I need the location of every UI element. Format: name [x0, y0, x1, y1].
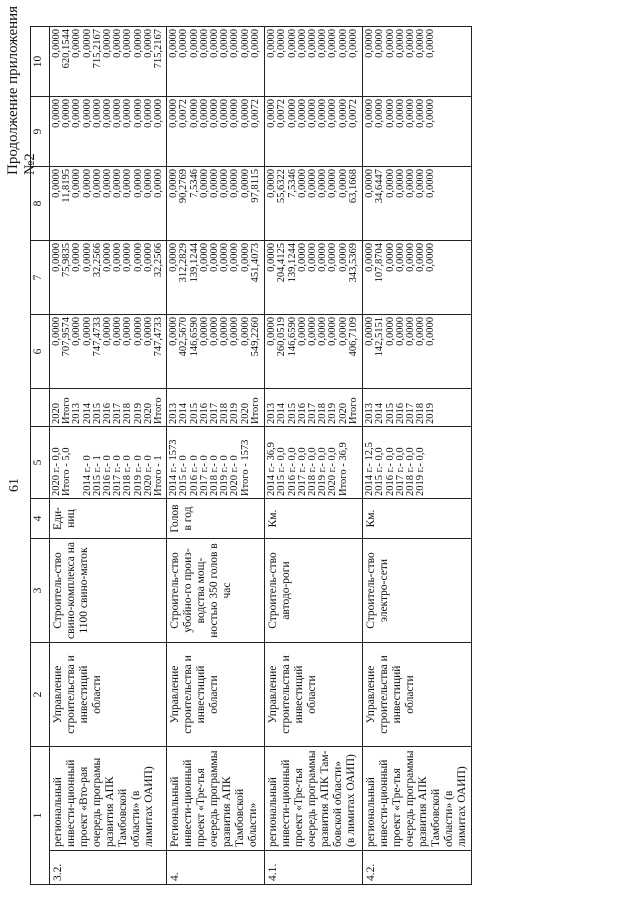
unit: Голов в год — [167, 499, 265, 539]
years: 2013 2014 2015 2016 2017 2018 2019 2020 Итого — [265, 389, 363, 427]
years: 2020 Итого 2013 2014 2015 2016 2017 2018 2019 2020 Итого — [50, 389, 167, 427]
funding-col-9: 0,0000 0,0000 0,0000 0,0000 0,0000 0,0000 0,0000 0,0000 0,0000 0,0000 0,0000 — [50, 97, 167, 167]
responsible-org: Управление строительства и инвестиций области — [363, 643, 472, 747]
total-funding: 0,0000 142,5151 0,0000 0,0000 0,0000 0,0000 0,0000 — [363, 315, 472, 389]
col-header-5: 5 — [31, 427, 50, 499]
col-header-1: 1 — [31, 747, 50, 885]
col-header-3: 3 — [31, 539, 50, 643]
col-header-10: 10 — [31, 27, 50, 97]
funding-col-8: 0,0000 90,2769 7,5346 0,0000 0,0000 0,0000 0,0000 0,0000 97,8115 — [167, 167, 265, 241]
indicator-values: 2014 г.- 1573 2015 г.- 0 2016 г.- 0 2017 г.- 0 2018 г.- 0 2019 г.- 0 2020 г.- 0 Итого - 1573 — [167, 427, 265, 499]
investment-table — [30, 26, 472, 885]
expected-result: Строитель-ство автодо-роги — [265, 539, 363, 643]
total-funding: 0,0000 260,0519 146,6590 0,0000 0,0000 0,0000 0,0000 0,0000 406,7109 — [265, 315, 363, 389]
indicator-values: 2014 г.- 12,5 2015 г.- 0,0 2016 г.- 0,0 2017 г.- 0,0 2018 г.- 0,0 2019 г.- 0,0 — [363, 427, 472, 499]
total-funding: 0,0000 707,9574 0,0000 0,0000 747,4733 0,0000 0,0000 0,0000 0,0000 0,0000 747,4733 — [50, 315, 167, 389]
funding-col-10: 0,0000 0,0000 0,0000 0,0000 0,0000 0,0000 0,0000 0,0000 0,0000 — [167, 27, 265, 97]
project-name: региональный инвести-ционный проект «Тре-тья очередь программы развития АПК Там-бовской области» (в лимитах ОАИП) — [265, 747, 363, 851]
responsible-org: Управление строительства и инвестиций области — [50, 643, 167, 747]
unit: Км. — [265, 499, 363, 539]
years: 2013 2014 2015 2016 2017 2018 2019 — [363, 389, 472, 427]
funding-col-8: 0,0000 11,8195 0,0000 0,0000 0,0000 0,0000 0,0000 0,0000 0,0000 0,0000 0,0000 — [50, 167, 167, 241]
col-header-4: 4 — [31, 499, 50, 539]
row-number: 4.2. — [363, 851, 472, 885]
row-number: 4.1. — [265, 851, 363, 885]
row-number: 3.2. — [50, 851, 167, 885]
funding-col-7: 0,0000 204,4125 139,1244 0,0000 0,0000 0,0000 0,0000 0,0000 343,5369 — [265, 241, 363, 315]
table-row — [265, 27, 363, 885]
indicator-values: 2014 г.- 36,9 2015 г.- 0,0 2016 г.- 0,0 2017 г.- 0,0 2018 г.- 0,0 2019 г.- 0,0 2020 г.- 0,0 Итого - 36,9 — [265, 427, 363, 499]
expected-result: Строитель-ство свино-комплекса на 1100 свино-маток — [50, 539, 167, 643]
funding-col-10: 0,0000 0,0000 0,0000 0,0000 0,0000 0,0000 0,0000 — [363, 27, 472, 97]
project-name: Региональный инвести-ционный проект «Тре-тья очередь программы развития АПК Тамбовской области» — [167, 747, 265, 851]
page-number: 61 — [7, 478, 22, 492]
col-header-blank — [31, 389, 50, 427]
expected-result: Строитель-ство электро-сети — [363, 539, 472, 643]
unit: Еди-ниц — [50, 499, 167, 539]
funding-col-8: 0,0000 34,6447 0,0000 0,0000 0,0000 0,0000 0,0000 — [363, 167, 472, 241]
appendix-title: Продолжение приложения №2 — [5, 5, 38, 175]
table-row — [363, 27, 472, 885]
row-number: 4. — [167, 851, 265, 885]
col-header-9: 9 — [31, 97, 50, 167]
funding-col-8: 0,0000 55,6322 7,5346 0,0000 0,0000 0,0000 0,0000 0,0000 63,1668 — [265, 167, 363, 241]
col-header-7: 7 — [31, 241, 50, 315]
funding-col-9: 0,0000 0,0072 0,0000 0,0000 0,0000 0,0000 0,0000 0,0000 0,0072 — [265, 97, 363, 167]
funding-col-10: 0,0000 620,1544 0,0000 0,0000 715,2167 0,0000 0,0000 0,0000 0,0000 0,0000 715,2167 — [50, 27, 167, 97]
indicator-values: 2020 г.- 0,0 Итого - 5,0 2014 г.- 0 2015 г.- 1 2016 г.- 0 2017 г.- 0 2018 г.- 0 2019 г.- 0 2020 г.- 0 Итого - 1 — [50, 427, 167, 499]
table-row — [167, 27, 265, 885]
project-name: региональный инвести-ционный проект «Вто-рая очередь програмы развития АПК Тамбовской области» (в лимитах ОАИП) — [50, 747, 167, 851]
col-header-2: 2 — [31, 643, 50, 747]
funding-col-7: 0,0000 75,9835 0,0000 0,0000 32,2566 0,0000 0,0000 0,0000 0,0000 0,0000 32,2566 — [50, 241, 167, 315]
funding-col-9: 0,0000 0,0072 0,0000 0,0000 0,0000 0,0000 0,0000 0,0000 0,0072 — [167, 97, 265, 167]
table-row — [50, 27, 167, 885]
col-header-8: 8 — [31, 167, 50, 241]
funding-col-10: 0,0000 0,0000 0,0000 0,0000 0,0000 0,0000 0,0000 0,0000 0,0000 — [265, 27, 363, 97]
column-number-row — [31, 27, 50, 885]
funding-col-7: 0,0000 312,2829 139,1244 0,0000 0,0000 0,0000 0,0000 0,0000 451,4073 — [167, 241, 265, 315]
years: 2013 2014 2015 2016 2017 2018 2019 2020 Итого — [167, 389, 265, 427]
expected-result: Строитель-ство убойно-го произ-водства мощ-ностью 350 голов в час — [167, 539, 265, 643]
responsible-org: Управление строительства и инвестиций области — [265, 643, 363, 747]
col-header-6: 6 — [31, 315, 50, 389]
responsible-org: Управление строительства и инвестиций области — [167, 643, 265, 747]
project-name: региональный инвести-ционный проект «Тре-тья очередь программы развития АПК Тамбовской области» (в лимитах ОАИП) — [363, 747, 472, 851]
funding-col-9: 0,0000 0,0000 0,0000 0,0000 0,0000 0,0000 0,0000 — [363, 97, 472, 167]
funding-col-7: 0,0000 107,8704 0,0000 0,0000 0,0000 0,0000 0,0000 — [363, 241, 472, 315]
unit: Км. — [363, 499, 472, 539]
total-funding: 0,0000 402,5670 146,6590 0,0000 0,0000 0,0000 0,0000 0,0000 549,2260 — [167, 315, 265, 389]
